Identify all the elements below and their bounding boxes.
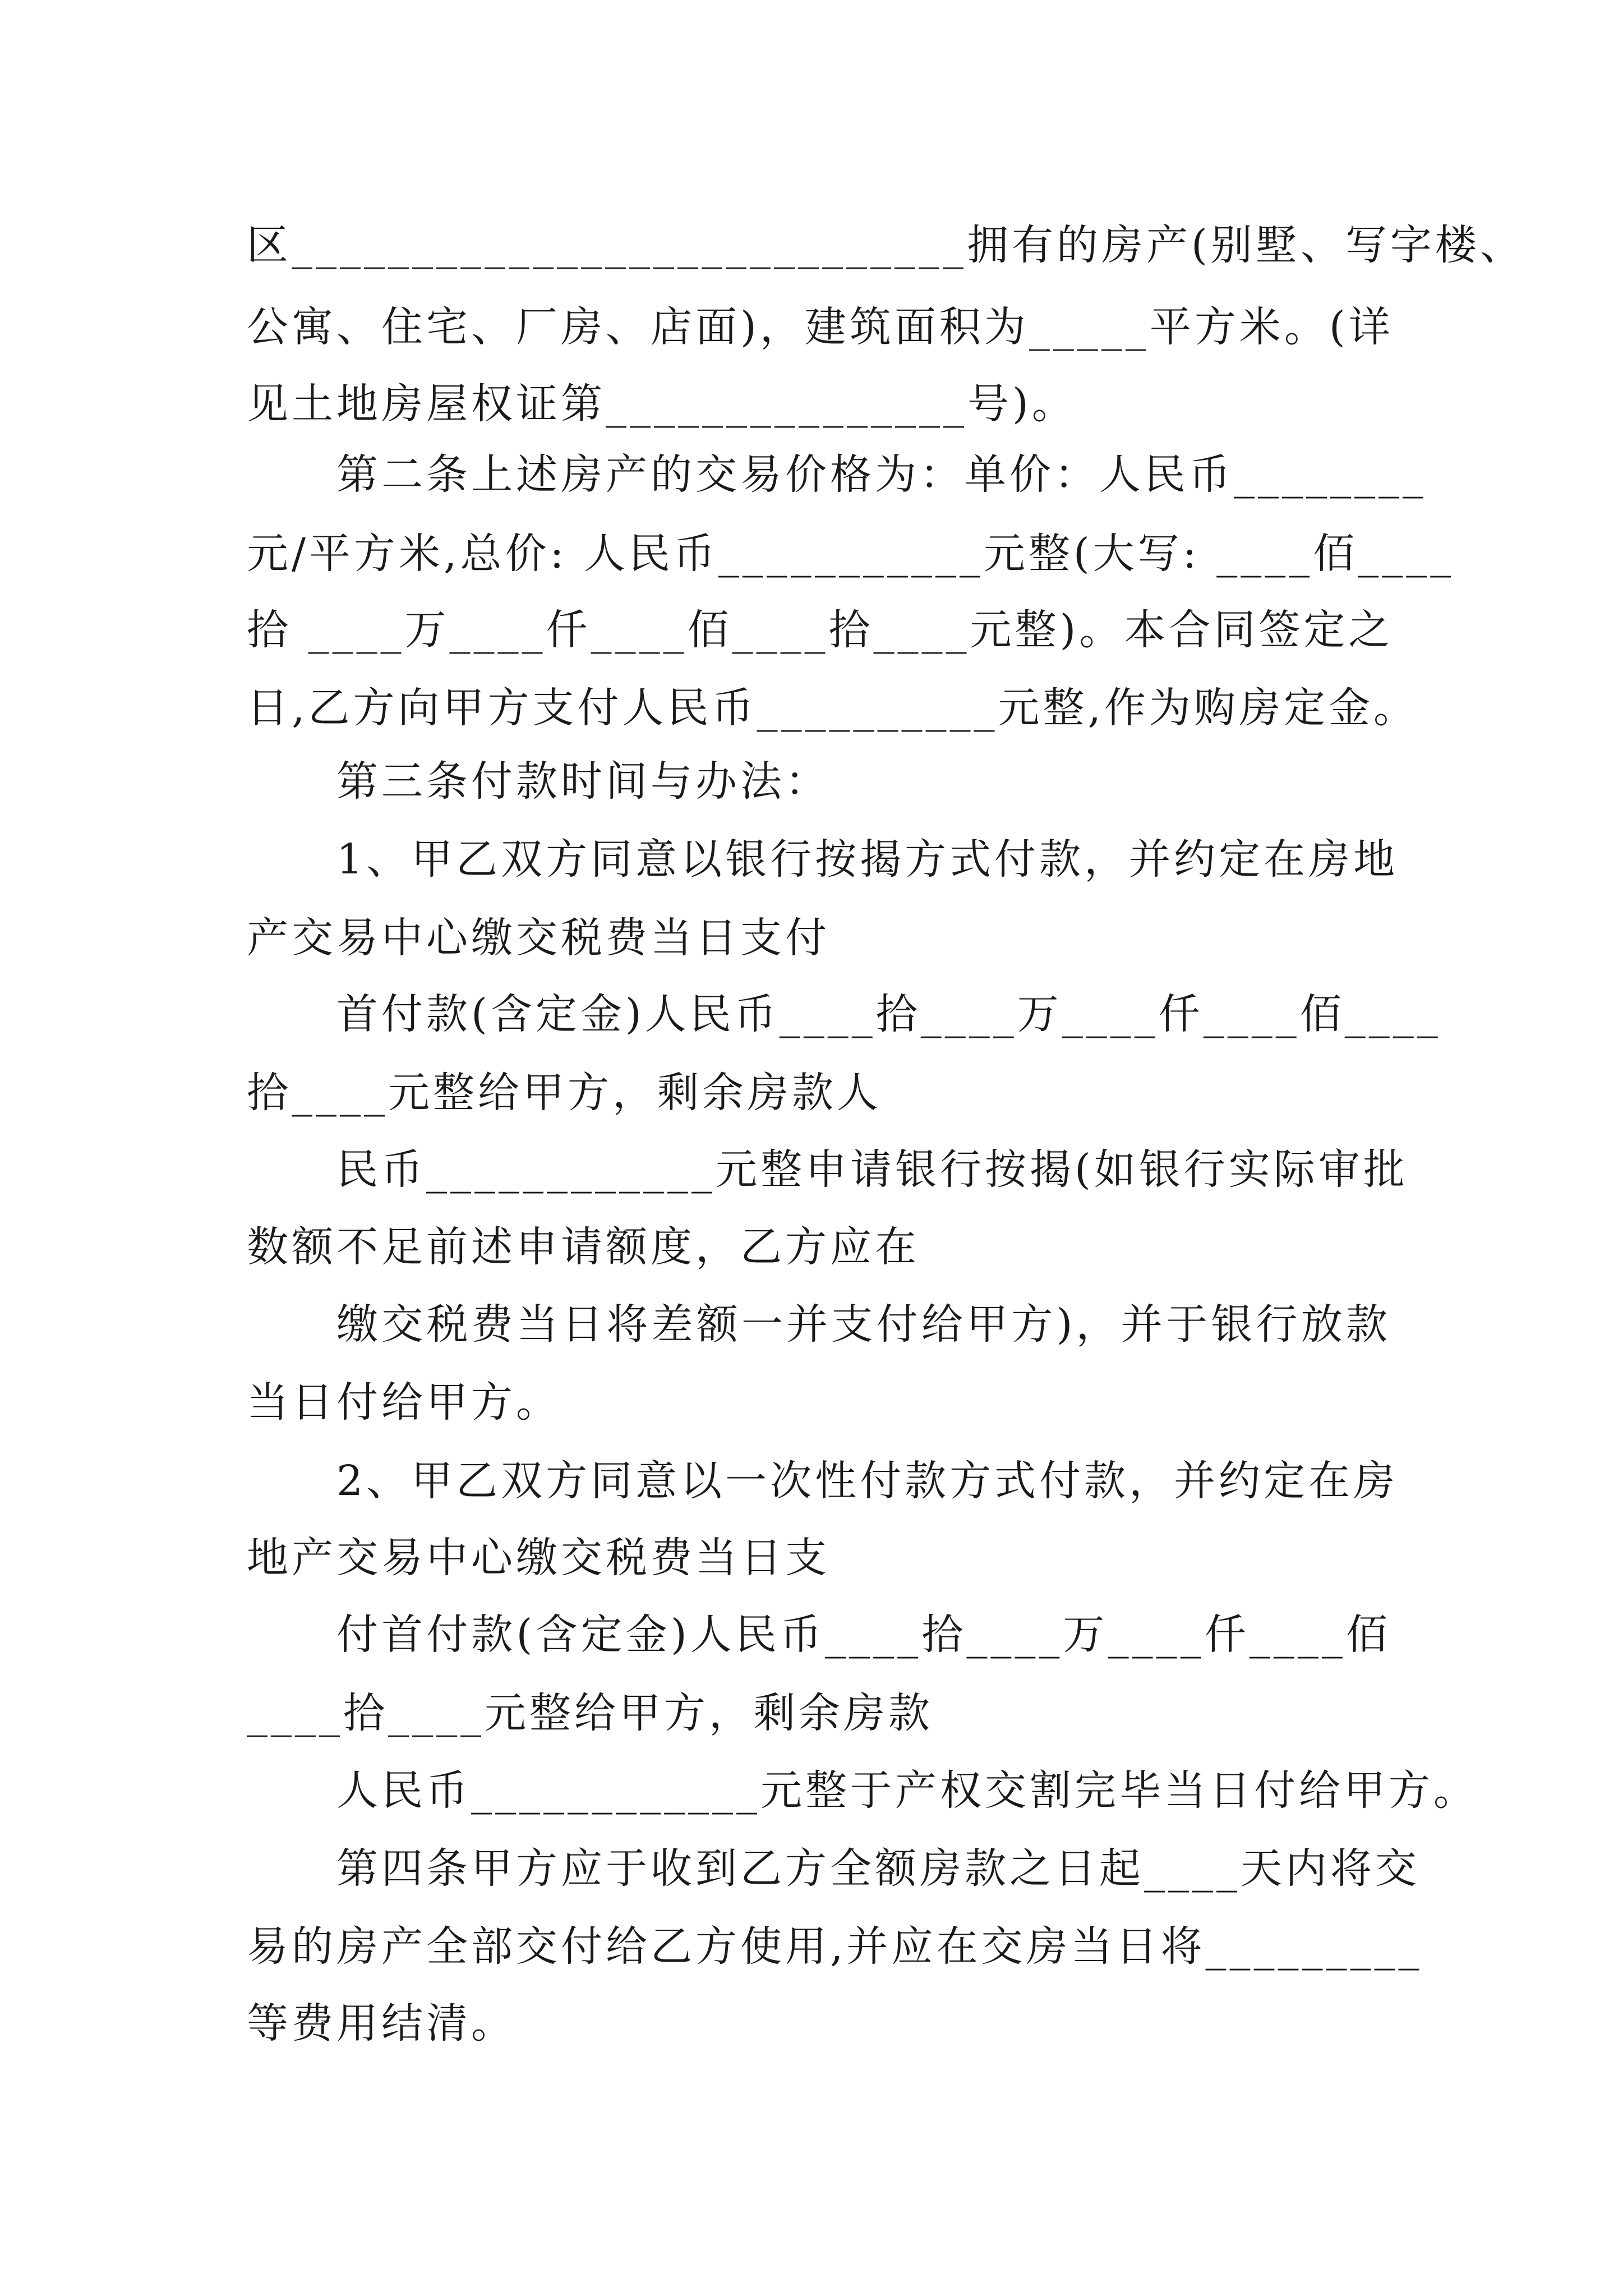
text-line: 地产交易中心缴交税费当日支 [247,1534,830,1582]
text-line: 缴交税费当日将差额一并支付给甲方)，并于银行放款 [336,1300,1391,1349]
text-line: 首付款(含定金)人民币____拾____万____仟____佰____ [336,990,1441,1038]
text-line: 数额不足前述申请额度，乙方应在 [247,1223,920,1271]
text-line: 第二条上述房产的交易价格为：单价：人民币________ [336,450,1427,499]
text-line: 见土地房屋权证第_______________号)。 [247,380,1077,428]
text-line: 付首付款(含定金)人民币____拾____万____仟____佰 [336,1611,1391,1659]
text-line: 第三条付款时间与办法： [336,757,830,806]
text-line: 日,乙方向甲方支付人民币__________元整,作为购房定金。 [247,684,1419,732]
text-line: 拾 ____万____仟____佰____拾____元整)。本合同签定之 [247,606,1394,654]
text-line: 公寓、住宅、厂房、店面)，建筑面积为_____平方米。(详 [247,303,1394,351]
text-line: 2、甲乙双方同意以一次性付款方式付款，并约定在房 [336,1457,1399,1505]
text-line: ____拾____元整给甲方，剩余房款 [247,1689,933,1737]
text-line: 当日付给甲方。 [247,1378,561,1427]
text-line: 等费用结清。 [247,1999,516,2047]
text-line: 元/平方米,总价: 人民币___________元整(大写: ____佰____ [247,530,1455,578]
text-line: 民币____________元整申请银行按揭(如银行实际审批 [336,1145,1408,1194]
text-line: 第四条甲方应于收到乙方全额房款之日起____天内将交 [336,1844,1420,1893]
text-line: 产交易中心缴交税费当日支付 [247,914,830,962]
text-line: 区____________________________拥有的房产(别墅、写字楼、 [247,221,1525,269]
text-line: 易的房产全部交付给乙方使用,并应在交房当日将_________ [247,1922,1423,1971]
text-line: 拾____元整给甲方，剩余房款人 [247,1069,882,1117]
text-line: 人民币____________元整于产权交割完毕当日付给甲方。 [336,1766,1478,1815]
text-line: 1、甲乙双方同意以银行按揭方式付款，并约定在房地 [336,835,1399,884]
